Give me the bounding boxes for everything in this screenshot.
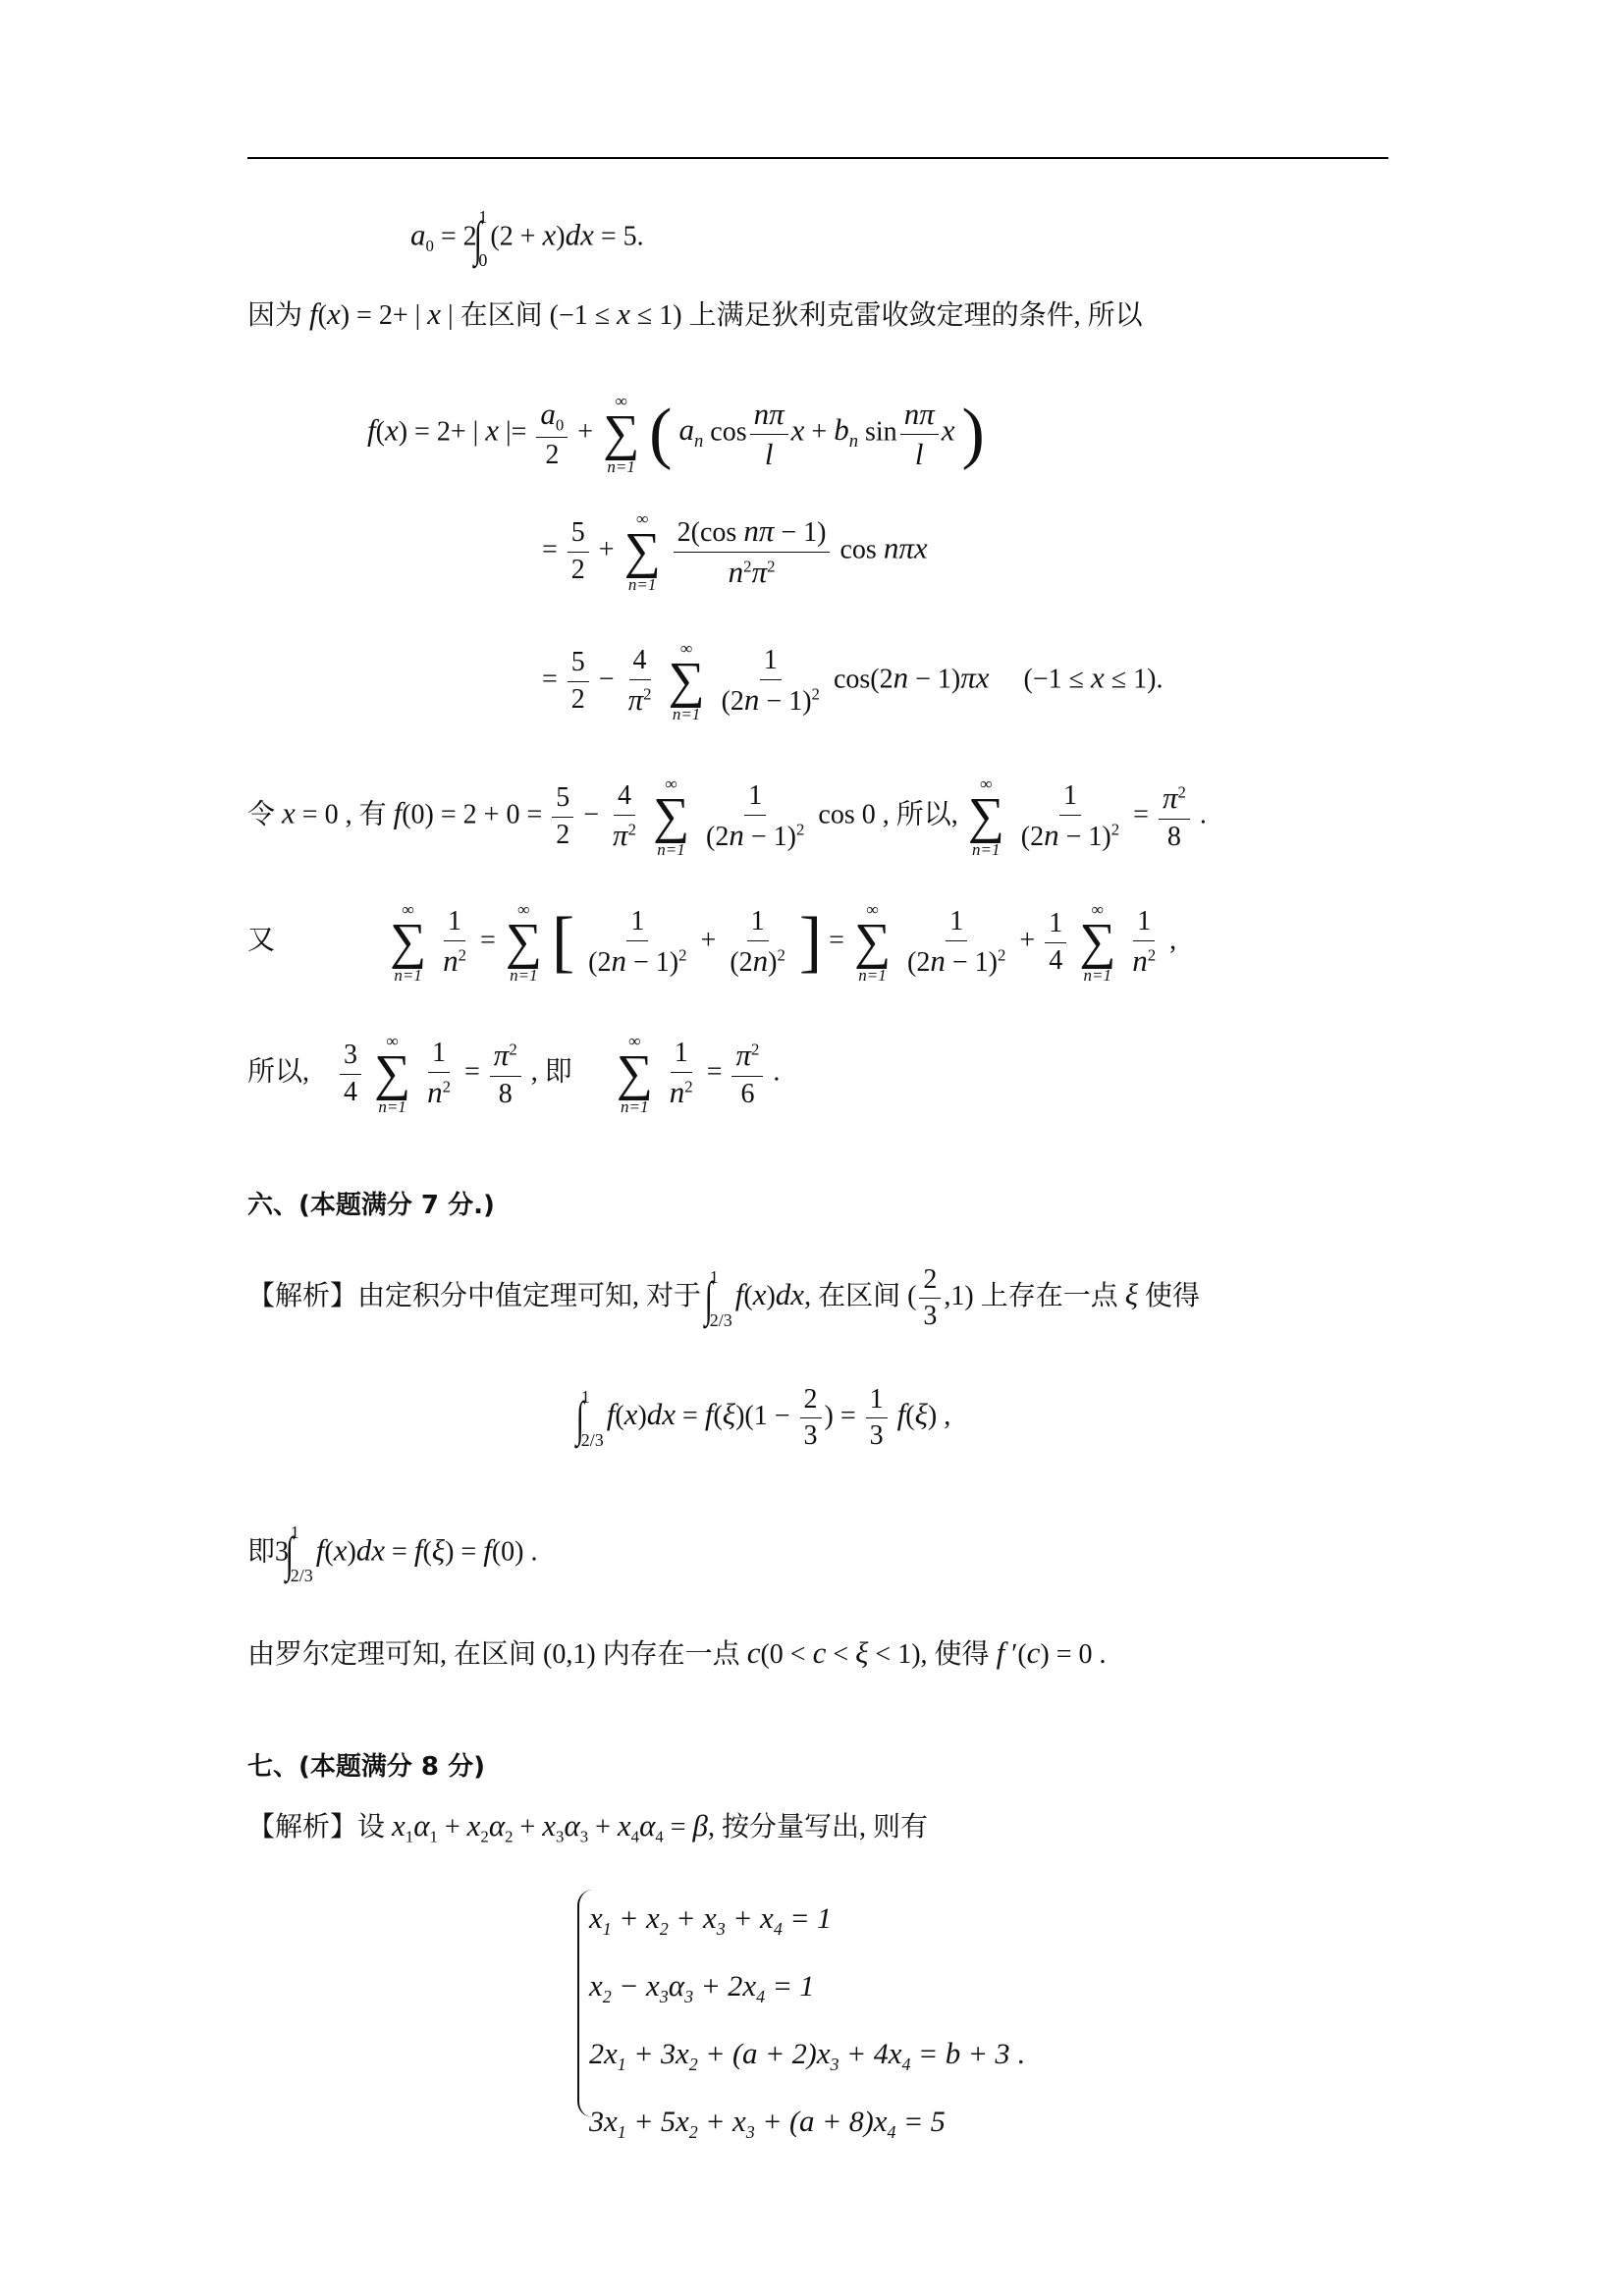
fourier-line-3: = $\frac{5}{2}$ − $\frac{4}{\pi^2}$ ∞ ∑ n=1 $\frac{1}{(2n - 1)^2}$ cos(2n − 1)πx (−1 ≤ x ≤ 1). bbox=[542, 639, 1164, 723]
text-in-interval-2: , 在区间 bbox=[804, 1281, 901, 1312]
text-rolle-c: , 使得 bbox=[920, 1639, 990, 1670]
therefore-line: 所以, $\frac{3}{4}$ ∞ ∑ n=1 $\frac{1}{n^2}$ = $\frac{\pi^2}{8}$ , 即 ∞ ∑ n=1 $\frac{1}{n^2}$ = $\frac{\pi^2}{6}$ . bbox=[247, 1032, 781, 1116]
text-suoyi: 所以, bbox=[247, 1056, 310, 1088]
section-7-analysis: 【解析】设 $x_1\alpha_1 + x_2\alpha_2 + x_3\alpha_3 + x_4\alpha_4 = \beta$, 按分量写出, 则有 bbox=[247, 1808, 928, 1846]
text-by-components: , 按分量写出, 则有 bbox=[707, 1812, 928, 1842]
fourier-line-1: f(x) = 2+ | x |= $\frac{a_0}{2}$ + ∞ ∑ n=1 ( $a_n$ cos $\frac{n\pi}{l}$ $x + b_n$ sin $\frac{n\pi}{l}$ x ) bbox=[367, 392, 985, 476]
text-rolle-b: 内存在一点 bbox=[602, 1639, 740, 1670]
because-sentence: 因为 f(x) = 2+ | x | 在区间 (−1 ≤ x ≤ 1) 上满足狄利克雷收敛定理的条件, 所以 bbox=[247, 296, 1143, 331]
text-ling: 令 bbox=[247, 799, 276, 830]
text-exists-point: 上存在一点 bbox=[980, 1281, 1118, 1312]
text-because: 因为 bbox=[247, 300, 303, 331]
linear-system bbox=[589, 1890, 1025, 2161]
text-mvt-intro: 由定积分中值定理可知, 对于 bbox=[357, 1281, 702, 1312]
system-eq-2: $x_2 - x_3\alpha_3 + 2x_4 = 1$ bbox=[589, 1968, 815, 2006]
system-eq-4: $3x_1 + 5x_2 + x_3 + (a + 8)x_4 = 5$ bbox=[589, 2104, 946, 2142]
text-in-interval: 在区间 bbox=[460, 300, 543, 331]
section-6-analysis: 【解析】由定积分中值定理可知, 对于 ∫ 1 2/3 f(x)dx, 在区间 ( $\frac{2}{3}$ ,1) 上存在一点 ξ 使得 bbox=[247, 1264, 1201, 1332]
text-you: 有 bbox=[358, 799, 387, 830]
header-rule bbox=[247, 157, 1388, 159]
system-eq-1: $x_1 + x_2 + x_3 + x_4 = 1$ bbox=[589, 1900, 833, 1939]
analysis-label-6: 【解析】 bbox=[247, 1281, 358, 1312]
section-6-title: 六、(本题满分 7 分.) bbox=[247, 1191, 495, 1220]
text-ji: 即 bbox=[544, 1056, 572, 1088]
analysis-label-7: 【解析】 bbox=[247, 1812, 358, 1842]
text-dirichlet: 上满足狄利克雷收敛定理的条件, 所以 bbox=[688, 300, 1143, 331]
section-7-title: 七、(本题满分 8 分) bbox=[247, 1752, 485, 1782]
fourier-line-2: = $\frac{5}{2}$ + ∞ ∑ n=1 $\frac{\text{2(cos nπ − 1)}}{n^2\pi^2}$ cos nπx bbox=[542, 509, 928, 594]
system-eq-3: $2x_1 + 3x_2 + (a + 2)x_3 + 4x_4 = b + 3$ . bbox=[589, 2036, 1025, 2074]
again-line: 又 ∞ ∑ n=1 $\frac{1}{n^2}$ = ∞ ∑ n=1 [ $\frac{1}{(2n - 1)^2}$ + $\frac{1}{(2n)^2}$ ] = ∞ ∑ n=1 $\frac{1}{(2n - 1)^2}$ + $\frac{1}{4}$ ∞ ∑ n=1 $\frac{1}{n^2}$ , bbox=[247, 900, 1177, 985]
text-let: 设 bbox=[357, 1812, 386, 1842]
text-rolle-a: 由罗尔定理可知, 在区间 bbox=[247, 1639, 537, 1670]
let-x-zero-line: 令 x = 0 , 有 f(0) = 2 + 0 = $\frac{5}{2}$ − $\frac{4}{\pi^2}$ ∞ ∑ n=1 $\frac{1}{(2n - 1)^2}$ cos 0 , 所以, ∞ ∑ n=1 $\frac{1}{(2n - 1)^2}$ = $\frac{\pi^2}{8}$ . bbox=[247, 774, 1207, 859]
formula-a0: $a_0 = 2\int$ 1 0 (2 + x)dx = 5. bbox=[410, 207, 644, 270]
formula-ji: 即3∫ 1 2/3 f(x)dx = f(ξ) = f(0) . bbox=[247, 1522, 538, 1585]
text-again: 又 bbox=[247, 925, 276, 956]
text-ji-2: 即 bbox=[247, 1536, 276, 1568]
rolle-sentence: 由罗尔定理可知, 在区间 (0,1) 内存在一点 c(0 < c < ξ < 1), 使得 f ′(c) = 0 . bbox=[247, 1635, 1107, 1670]
formula-mvt: ∫ 1 2/3 f(x)dx = f(ξ)(1 − $\frac{2}{3}$ ) = $\frac{1}{3}$ f(ξ) , bbox=[575, 1384, 951, 1452]
text-such-that: 使得 bbox=[1145, 1281, 1201, 1312]
